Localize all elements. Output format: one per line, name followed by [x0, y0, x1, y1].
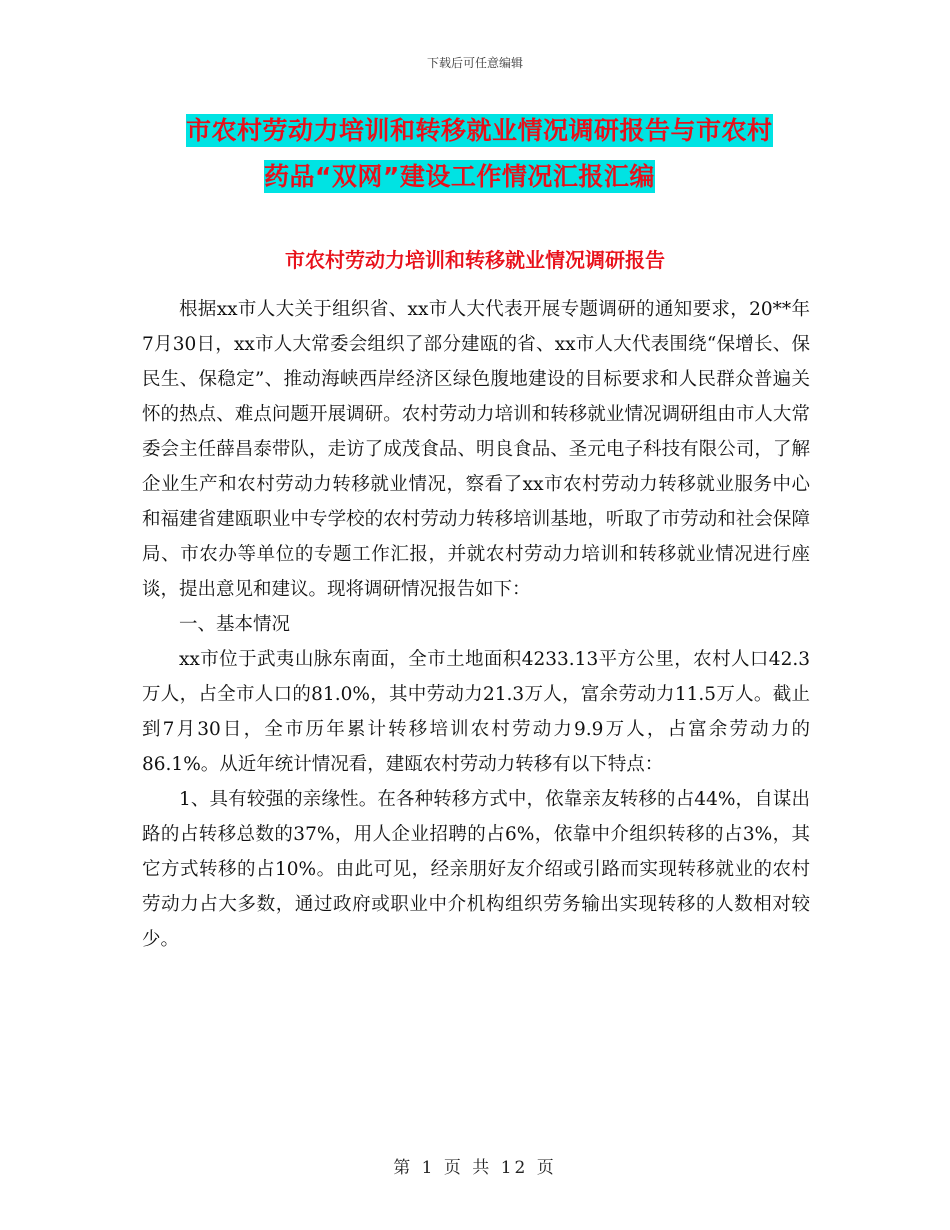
document-title: [186, 108, 826, 200]
paragraph-basic-situation: xx市位于武夷山脉东南面，全市土地面积4233.13平方公里，农村人口42.3万人，占全市人口的81.0%，其中劳动力21.3万人，富余劳动力11.5万人。截止到7月30日，全市历年累计转移培训农村劳动力9.9万人，占富余劳动力的86.1%。从近年统计情况看，建瓯农村劳动力转移有以下特点：: [142, 649, 810, 775]
paragraph-point-1: 1、具有较强的亲缘性。在各种转移方式中，依靠亲友转移的占44%，自谋出路的占转移总数的37%，用人企业招聘的占6%，依靠中介组织转移的占3%，其它方式转移的占10%。由此可见，经亲朋好友介绍或引路而实现转移就业的农村劳动力占大多数，通过政府或职业中介机构组织劳务输出实现转移的人数相对较少。: [142, 789, 810, 950]
header-note: 下载后可任意编辑: [426, 56, 523, 70]
page-footer: 第 1 页 共 12 页: [393, 1158, 557, 1178]
section-title: 市农村劳动力培训和转移就业情况调研报告: [285, 248, 665, 272]
paragraph-intro: 根据xx市人大关于组织省、xx市人大代表开展专题调研的通知要求，20**年7月30日，xx市人大常委会组织了部分建瓯的省、xx市人大代表围绕“保增长、保民生、保稳定”、推动海峡西岸经济区绿色腹地建设的目标要求和人民群众普遍关怀的热点、难点问题开展调研。农村劳动力培训和转移就业情况调研组由市人大常委会主任薛昌泰带队，走访了成茂食品、明良食品、圣元电子科技有限公司，了解企业生产和农村劳动力转移就业情况，察看了xx市农村劳动力转移就业服务中心和福建省建瓯职业中专学校的农村劳动力转移培训基地，听取了市劳动和社会保障局、市农办等单位的专题工作汇报，并就农村劳动力培训和转移就业情况进行座谈，提出意见和建议。现将调研情况报告如下：: [142, 299, 810, 600]
title-line-2: 药品“双网”建设工作情况汇报汇编: [264, 162, 655, 191]
title-line-1: 市农村劳动力培训和转移就业情况调研报告与市农村: [186, 116, 773, 145]
document-body: [142, 292, 810, 957]
heading-basic-situation: 一、基本情况: [179, 614, 291, 635]
